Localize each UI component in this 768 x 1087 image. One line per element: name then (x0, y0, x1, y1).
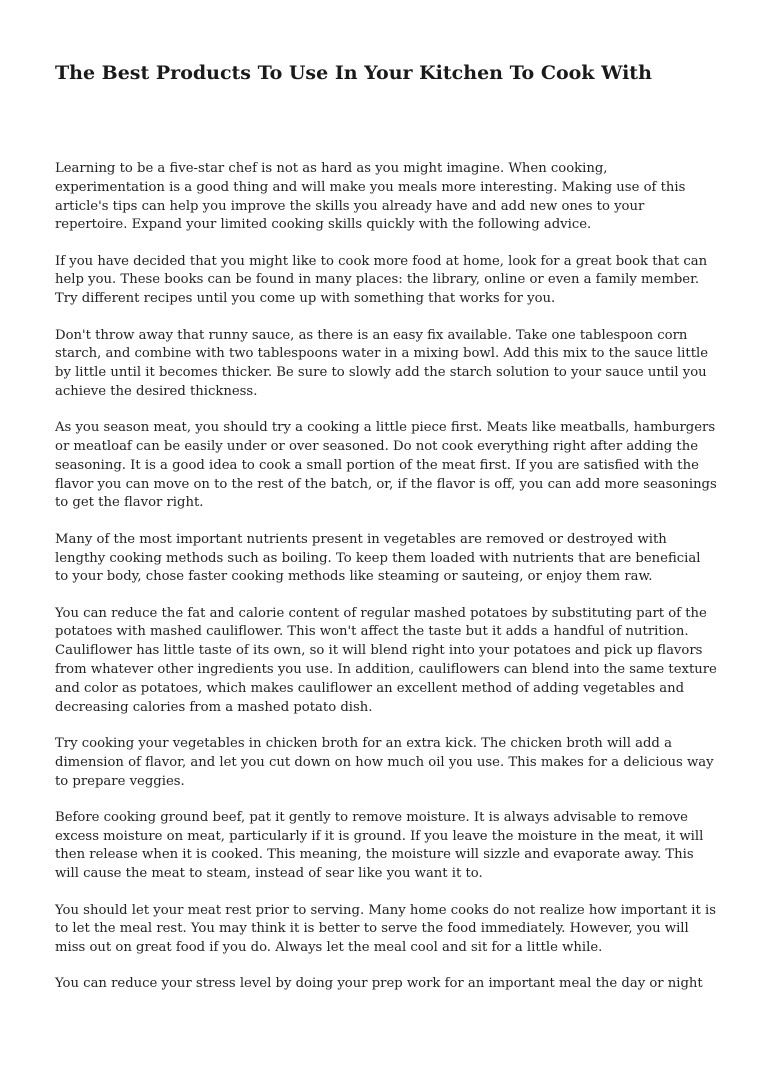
paragraph: Before cooking ground beef, pat it gently to remove moisture. It is always advisable to remove excess moisture on meat, particularly if it is ground. If you leave the moisture in the meat, it will then release when it is cooked. This meaning, the moisture will sizzle and evaporate away. This will cause the meat to steam, instead of sear like you want it to. (55, 809, 704, 882)
paragraph: You should let your meat rest prior to serving. Many home cooks do not realize how important it is to let the meal rest. You may think it is better to serve the food immediately. However, you will miss out on great food if you do. Always let the meal cool and sit for a little while. (55, 902, 717, 956)
paragraph: Learning to be a five-star chef is not as hard as you might imagine. When cooking, experimentation is a good thing and will make you meals more interesting. Making use of this article's tips can help you improve the skills you already have and add new ones to your repertoire. Expand your limited cooking skills quickly with the following advice. (55, 161, 686, 233)
paragraph: You can reduce your stress level by doing your prep work for an important meal the day or night (55, 976, 703, 992)
paragraph: As you season meat, you should try a cooking a little piece first. Meats like meatballs, hamburgers or meatloaf can be easily under or over seasoned. Do not cook everything right after adding the seasoning. It is a good idea to cook a small portion of the meat first. If you are satisfied with the flavor you can move on to the rest of the batch, or, if the flavor is off, you can add more seasonings to get the flavor right. (55, 420, 717, 511)
paragraph: Try cooking your vegetables in chicken broth for an extra kick. The chicken broth will add a dimension of flavor, and let you cut down on how much oil you use. This makes for a delicious way to prepare veggies. (55, 735, 714, 789)
paragraph: If you have decided that you might like to cook more food at home, look for a great book that can help you. These books can be found in many places: the library, online or even a family member. Try different recipes until you come up with something that works for you. (55, 253, 708, 307)
paragraph: Many of the most important nutrients present in vegetables are removed or destroyed with lengthy cooking methods such as boiling. To keep them loaded with nutrients that are beneficial to your body, chose faster cooking methods like steaming or sauteing, or enjoy them raw. (55, 531, 701, 585)
paragraph: You can reduce the fat and calorie content of regular mashed potatoes by substituting part of the potatoes with mashed cauliflower. This won't affect the taste but it adds a handful of nutrition. Cauliflower has little taste of its own, so it will blend right into your potatoes and pick up flavors from whatever other ingredients you use. In addition, cauliflowers can blend into the same texture and color as potatoes, which makes cauliflower an excellent method of adding vegetables and decreasing calories from a mashed potato dish. (55, 605, 717, 715)
paragraph: Don't throw away that runny sauce, as there is an easy fix available. Take one tablespoon corn starch, and combine with two tablespoons water in a mixing bowl. Add this mix to the sauce little by little until it becomes thicker. Be sure to slowly add the starch solution to your sauce until you achieve the desired thickness. (55, 327, 709, 399)
document-title: The Best Products To Use In Your Kitchen To Cook With (55, 62, 652, 84)
document-body (55, 160, 717, 1012)
